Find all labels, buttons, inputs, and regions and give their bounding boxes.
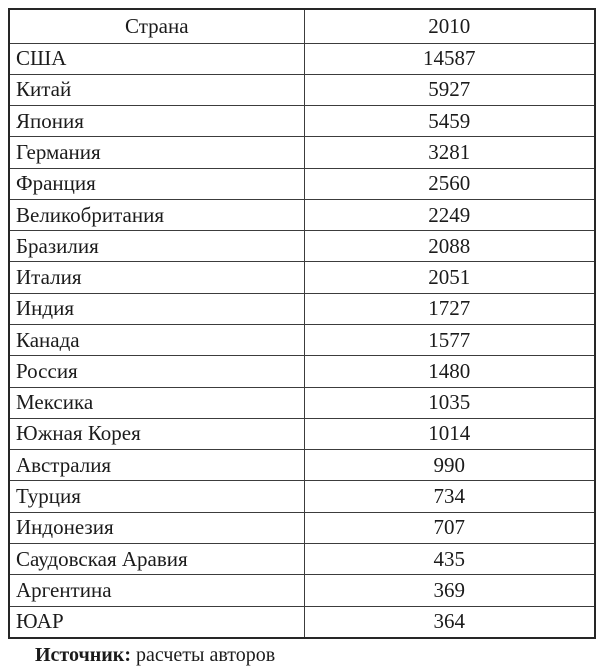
value-cell: 1480 [304, 356, 595, 387]
value-cell: 1727 [304, 293, 595, 324]
column-header-country: Страна [9, 9, 304, 43]
country-cell: Турция [9, 481, 304, 512]
value-cell: 5927 [304, 74, 595, 105]
table-row [9, 575, 595, 606]
table-row [9, 481, 595, 512]
table-row [9, 262, 595, 293]
value-cell: 1014 [304, 418, 595, 449]
value-cell: 2560 [304, 168, 595, 199]
country-cell: Индонезия [9, 512, 304, 543]
country-cell: США [9, 43, 304, 74]
header-row [9, 9, 595, 43]
table-row [9, 418, 595, 449]
table-row [9, 106, 595, 137]
value-cell: 364 [304, 606, 595, 638]
value-cell: 5459 [304, 106, 595, 137]
country-cell: Мексика [9, 387, 304, 418]
table-row [9, 293, 595, 324]
value-cell: 707 [304, 512, 595, 543]
value-cell: 3281 [304, 137, 595, 168]
country-cell: Бразилия [9, 231, 304, 262]
table-container [8, 8, 596, 639]
table-row [9, 512, 595, 543]
table-row [9, 387, 595, 418]
value-cell: 2051 [304, 262, 595, 293]
value-cell: 1577 [304, 325, 595, 356]
country-cell: Германия [9, 137, 304, 168]
value-cell: 369 [304, 575, 595, 606]
value-cell: 990 [304, 450, 595, 481]
table-row [9, 325, 595, 356]
country-cell: ЮАР [9, 606, 304, 638]
table-row [9, 231, 595, 262]
table-row [9, 606, 595, 638]
column-header-year: 2010 [304, 9, 595, 43]
country-cell: Китай [9, 74, 304, 105]
country-cell: Россия [9, 356, 304, 387]
table-row [9, 544, 595, 575]
value-cell: 2088 [304, 231, 595, 262]
country-cell: Великобритания [9, 199, 304, 230]
table-row [9, 43, 595, 74]
value-cell: 2249 [304, 199, 595, 230]
country-cell: Канада [9, 325, 304, 356]
value-cell: 14587 [304, 43, 595, 74]
table-row [9, 356, 595, 387]
table-row [9, 74, 595, 105]
gdp-by-country-table [8, 8, 596, 639]
table-row [9, 450, 595, 481]
source-note [35, 644, 275, 667]
country-cell: Саудовская Аравия [9, 544, 304, 575]
table-row [9, 199, 595, 230]
value-cell: 734 [304, 481, 595, 512]
table-body [9, 43, 595, 638]
value-cell: 1035 [304, 387, 595, 418]
country-cell: Южная Корея [9, 418, 304, 449]
country-cell: Япония [9, 106, 304, 137]
source-label: Источник: [35, 644, 131, 666]
country-cell: Франция [9, 168, 304, 199]
value-cell: 435 [304, 544, 595, 575]
table-row [9, 137, 595, 168]
table-row [9, 168, 595, 199]
country-cell: Аргентина [9, 575, 304, 606]
country-cell: Индия [9, 293, 304, 324]
country-cell: Италия [9, 262, 304, 293]
country-cell: Австралия [9, 450, 304, 481]
source-text: расчеты авторов [136, 644, 276, 666]
